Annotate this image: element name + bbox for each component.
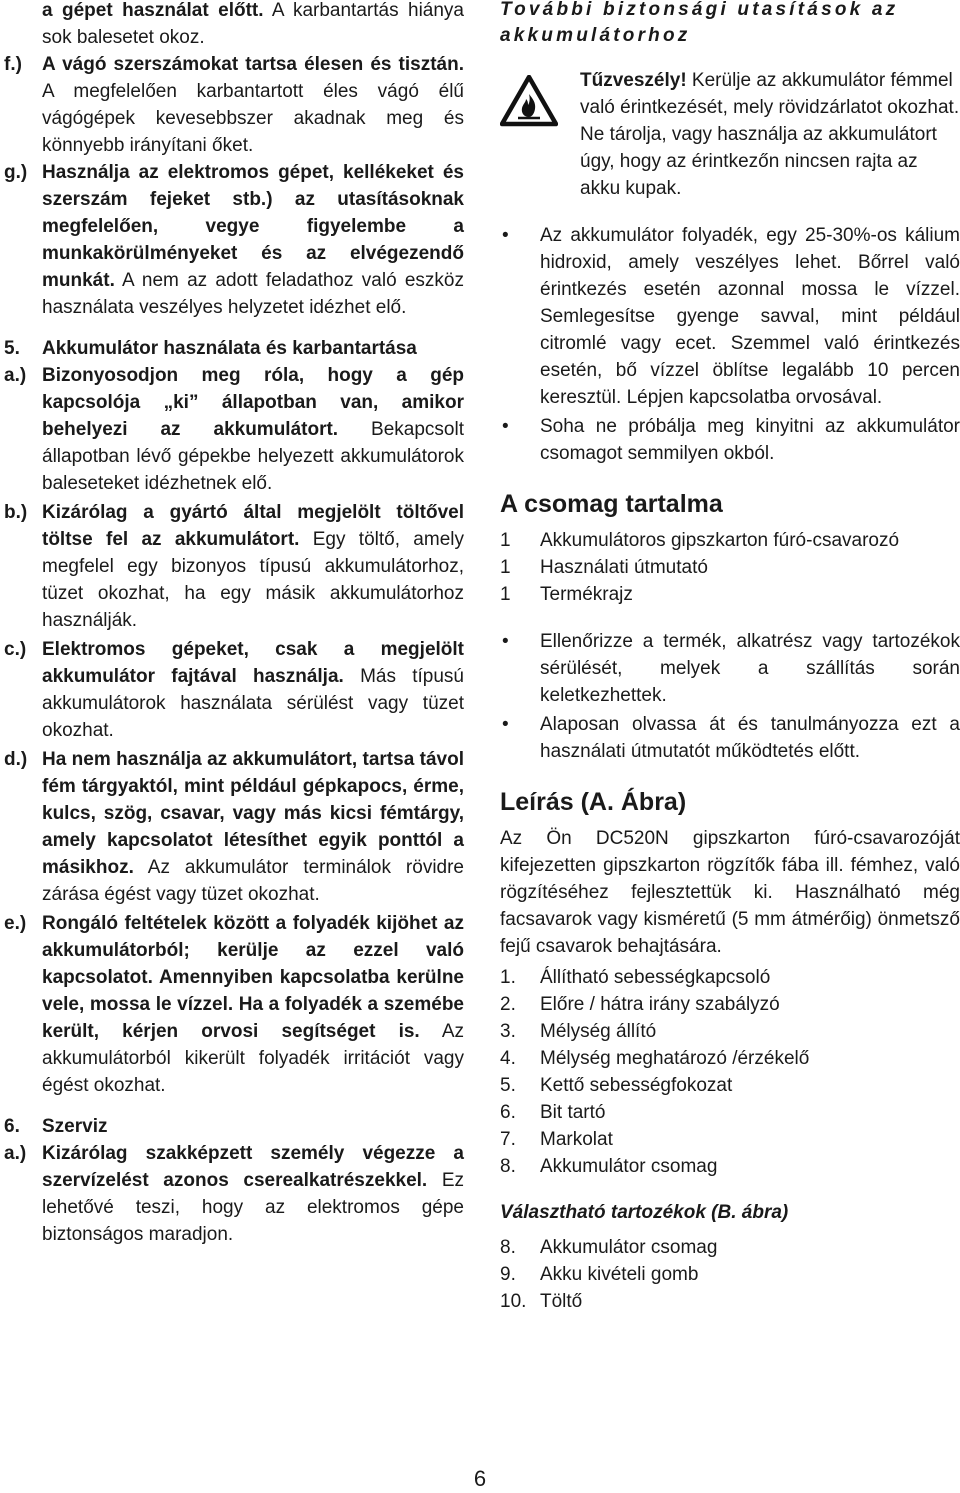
bullet-dot: • (502, 714, 509, 735)
part-text: Bit tartó (540, 1102, 606, 1123)
part-item (500, 991, 960, 1018)
list-item (4, 746, 464, 908)
list-item (4, 636, 464, 744)
package-text: Használati útmutató (540, 557, 708, 578)
warning-text: Kerülje az akkumulátor fémmel való érintkezését, mely rövidzárlatot okozhat. Ne tárolja, vagy használja az akkumulátort úgy, hogy az érintkezőn nincsen rajta az akku kupak. (580, 70, 960, 199)
section-heading (4, 335, 464, 362)
package-text: Akkumulátoros gipszkarton fúró-csavarozó (540, 530, 900, 551)
part-text: Kettő sebességfokozat (540, 1075, 733, 1096)
part-text: Mélység állító (540, 1021, 657, 1042)
fire-warning (500, 67, 960, 202)
accessory-text: Akku kivételi gomb (540, 1264, 699, 1285)
package-text: Termékrajz (540, 584, 633, 605)
accessory-text: Akkumulátor csomag (540, 1237, 718, 1258)
part-number: 6. (500, 1102, 516, 1123)
item-text: Ez lehetővé teszi, hogy az elektromos gépe biztonságos maradjon. (42, 1170, 464, 1245)
warning-bold: Tűzveszély! (580, 70, 687, 91)
page-number: 6 (473, 1466, 487, 1491)
part-number: 4. (500, 1048, 516, 1069)
intro-tail-text: A karbantartás hiánya sok balesetet okoz. (42, 0, 464, 48)
intro-tail-bold: a gépet használat előtt. (42, 0, 264, 21)
item-text: A megfelelően karbantartott éles vágó élű vágógépek kevesebbszer akadnak meg és könnyebb irányítani őket. (42, 81, 464, 156)
item-text: Más típusú akkumulátorok használata sérülést vagy tüzet okozhat. (42, 666, 464, 741)
right-column (500, 0, 960, 1315)
package-item (500, 527, 960, 554)
bullet-item (500, 222, 960, 411)
bullet-dot: • (502, 631, 509, 652)
bullet-text: Alaposan olvassa át és tanulmányozza ezt a használati útmutatót működtetés előtt. (540, 714, 960, 762)
part-text: Markolat (540, 1129, 613, 1150)
section-title: Szerviz (42, 1116, 108, 1137)
accessory-item (500, 1261, 960, 1288)
accessory-text: Töltő (540, 1291, 583, 1312)
list-item (4, 362, 464, 497)
part-item (500, 1126, 960, 1153)
left-column (4, 0, 464, 1248)
part-number: 3. (500, 1021, 516, 1042)
item-bold: A vágó szerszámokat tartsa élesen és tisztán. (42, 54, 464, 75)
accessories-heading: Választható tartozékok (B. ábra) (500, 1202, 789, 1223)
package-count: 1 (500, 584, 511, 605)
list-item (4, 1140, 464, 1248)
fire-warning-icon (500, 75, 558, 127)
intro-tail (4, 0, 464, 51)
package-count: 1 (500, 530, 511, 551)
accessory-number: 10. (500, 1291, 527, 1312)
bullet-dot: • (502, 416, 509, 437)
item-text: Bekapcsolt állapotban lévő gépekbe helyezett akkumulátorok baleseteket idézhetnek elő. (42, 419, 464, 494)
item-marker: f.) (4, 54, 22, 75)
bullet-dot: • (502, 225, 509, 246)
item-bold: Kizárólag a gyártó által megjelölt töltővel töltse fel az akkumulátort. (42, 502, 464, 550)
section-number: 6. (4, 1116, 20, 1137)
part-text: Állítható sebességkapcsoló (540, 967, 771, 988)
list-item (4, 910, 464, 1099)
item-text: Egy töltő, amely megfelel egy bizonyos típusú akkumulátorhoz, tüzet okozhat, ha egy másik akkumulátorhoz használják. (42, 529, 464, 631)
accessory-number: 8. (500, 1237, 516, 1258)
accessory-item (500, 1288, 960, 1315)
item-marker: a.) (4, 365, 27, 386)
part-text: Mélység meghatározó /érzékelő (540, 1048, 810, 1069)
item-bold: Bizonyosodjon meg róla, hogy a gép kapcsolója „ki” állapotban van, amikor behelyezi az akkumulátort. (42, 365, 464, 440)
accessory-number: 9. (500, 1264, 516, 1285)
part-item (500, 1045, 960, 1072)
package-heading: A csomag tartalma (500, 490, 723, 518)
item-text: Az akkumulátorból kikerült folyadék irritációt vagy égést okozhat. (42, 1021, 464, 1096)
section-title: Akkumulátor használata és karbantartása (42, 338, 417, 359)
description-heading: Leírás (A. Ábra) (500, 788, 687, 816)
bullet-text: Az akkumulátor folyadék, egy 25-30%-os kálium hidroxid, amely veszélyes lehet. Bőrrel való érintkezés esetén azonnal mossa le vízzel. Semlegesítse gyenge savval, mint például citromlé vagy ecet. Szemmel való érintkezés esetén, bő vízzel öblítse legalább 10 percen keresztül. Lépjen kapcsolatba orvosával. (540, 225, 960, 408)
section-number: 5. (4, 338, 20, 359)
list-item (4, 51, 464, 159)
part-number: 1. (500, 967, 516, 988)
part-text: Előre / hátra irány szabályzó (540, 994, 780, 1015)
part-item (500, 1018, 960, 1045)
item-bold: Elektromos gépeket, csak a megjelölt akkumulátor fajtával használja. (42, 639, 464, 687)
section-heading (4, 1113, 464, 1140)
description-text: Az Ön DC520N gipszkarton fúró-csavarozóját kifejezetten gipszkarton rögzítők fába ill. fémhez, való rögzítéséhez fejlesztettük ki. Használható még facsavarok vagy kisméretű (5 mm átmérőig) önmetsző fejű csavarok behajtására. (500, 828, 960, 957)
item-bold: Ha nem használja az akkumulátort, tartsa távol fém tárgyaktól, mint például gépkapocs, érme, kulcs, szög, csavar, vagy más kicsi fémtárgy, amely kapcsolatot létesíthet egyik ponttól a másikhoz. (42, 749, 464, 878)
accessory-item (500, 1234, 960, 1261)
part-text: Akkumulátor csomag (540, 1156, 718, 1177)
part-item (500, 1099, 960, 1126)
bullet-item (500, 711, 960, 765)
item-marker: c.) (4, 639, 27, 660)
item-text: A nem az adott feladathoz való eszköz használata veszélyes helyzetet idézhet elő. (42, 270, 464, 318)
package-item (500, 581, 960, 608)
package-count: 1 (500, 557, 511, 578)
part-number: 7. (500, 1129, 516, 1150)
part-number: 5. (500, 1075, 516, 1096)
item-bold: Kizárólag szakképzett személy végezze a szervízelést azonos cserealkatrészekkel. (42, 1143, 464, 1191)
list-item (4, 499, 464, 634)
part-item (500, 964, 960, 991)
bullet-item (500, 413, 960, 467)
item-marker: g.) (4, 162, 28, 183)
bullet-text: Ellenőrizze a termék, alkatrész vagy tartozékok sérülését, melyek a szállítás során keletkezhettek. (540, 631, 960, 706)
part-item (500, 1153, 960, 1180)
bullet-item (500, 628, 960, 709)
safety-heading: További biztonsági utasítások az akkumulátorhoz (500, 0, 899, 46)
part-number: 2. (500, 994, 516, 1015)
bullet-text: Soha ne próbálja meg kinyitni az akkumulátor csomagot semmilyen okból. (540, 416, 960, 464)
item-bold: Használja az elektromos gépet, kellékeket és szerszám fejeket stb.) az utasításoknak megfelelően, vegye figyelembe a munkakörülményeket és az elvégezendő munkát. (42, 162, 464, 291)
package-item (500, 554, 960, 581)
part-number: 8. (500, 1156, 516, 1177)
list-item (4, 159, 464, 321)
item-marker: b.) (4, 502, 28, 523)
item-marker: a.) (4, 1143, 27, 1164)
item-marker: e.) (4, 913, 27, 934)
item-text: Az akkumulátor terminálok rövidre zárása égést vagy tüzet okozhat. (42, 857, 464, 905)
item-bold: Rongáló feltételek között a folyadék kijöhet az akkumulátorból; kerülje az ezzel való kapcsolatot. Amennyiben kapcsolatba kerülne vele, mossa le vízzel. Ha a folyadék a szemébe került, kérjen orvosi segítséget is. (42, 913, 464, 1042)
item-marker: d.) (4, 749, 28, 770)
part-item (500, 1072, 960, 1099)
